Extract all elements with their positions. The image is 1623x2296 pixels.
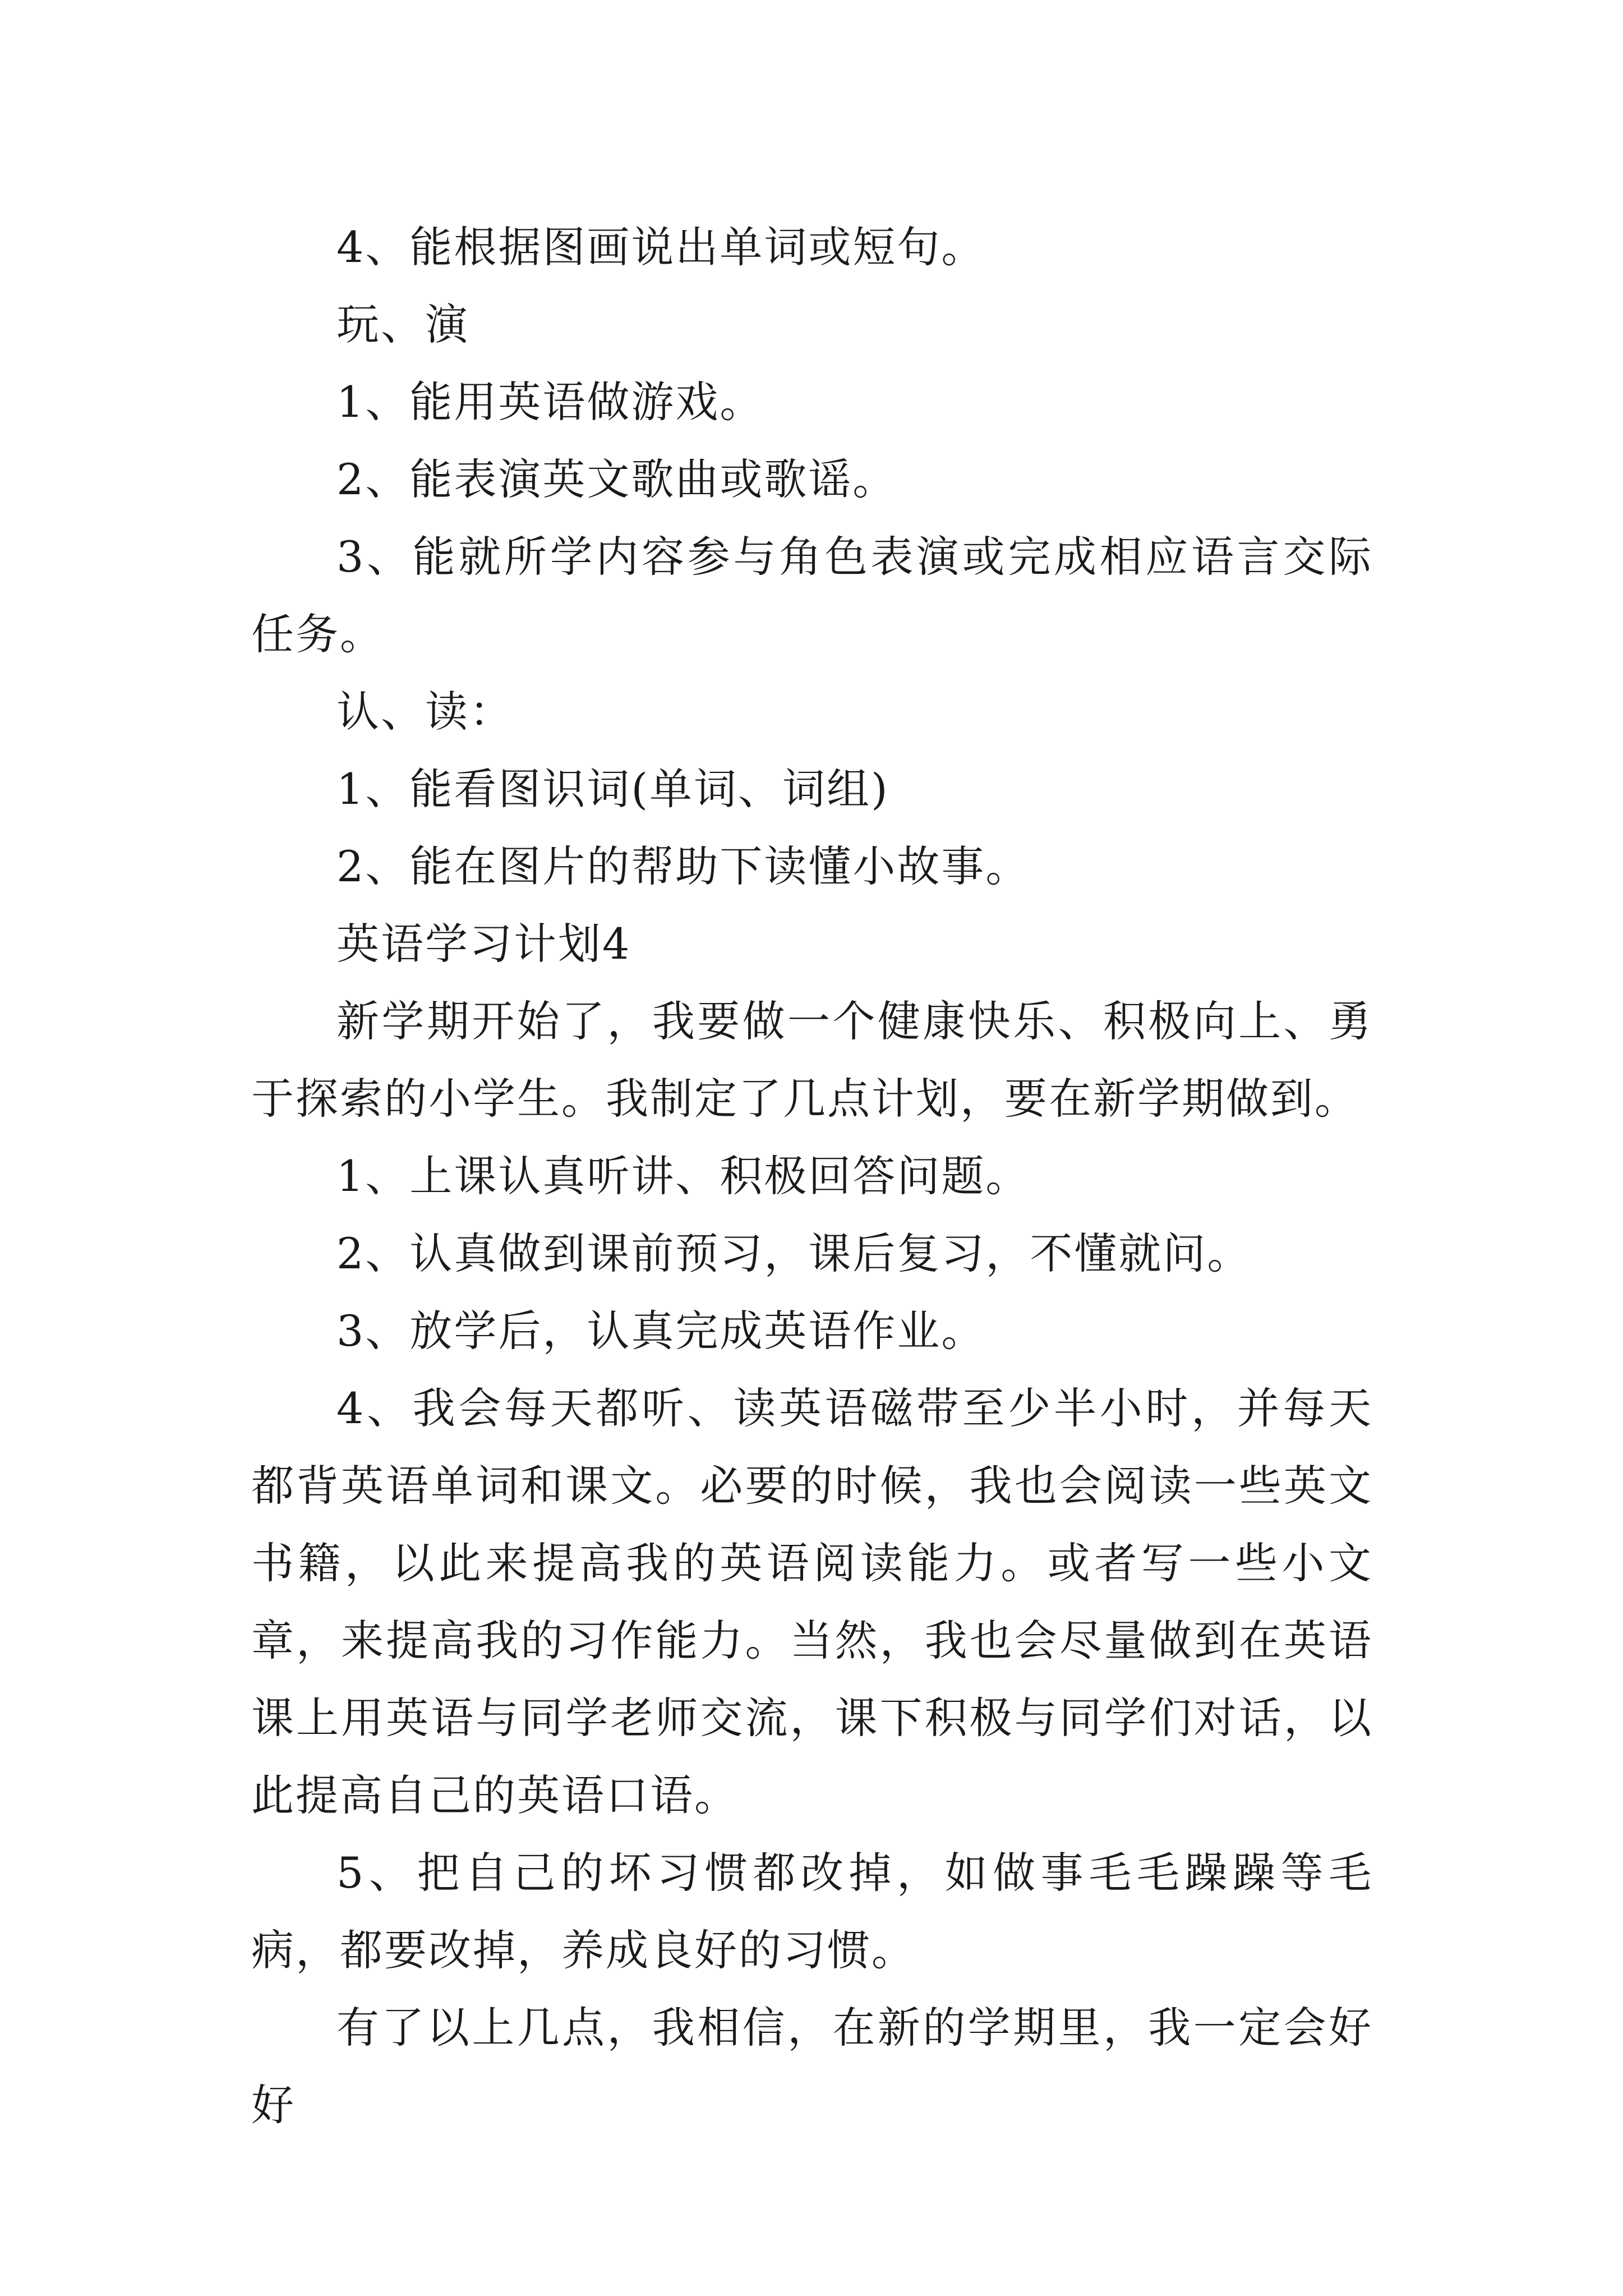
paragraph-plan-2: 2、认真做到课前预习，课后复习，不懂就问。 bbox=[336, 1228, 1252, 1278]
paragraph-conclusion: 有了以上几点，我相信，在新的学期里，我一定会好好 bbox=[251, 2003, 1373, 2130]
paragraph-plan-1: 1、上课认真听讲、积极回答问题。 bbox=[336, 1151, 1030, 1201]
document-body bbox=[251, 209, 1373, 2144]
paragraph-plan-3: 3、放学后，认真完成英语作业。 bbox=[336, 1306, 986, 1356]
paragraph-item-2-songs: 2、能表演英文歌曲或歌谣。 bbox=[336, 454, 897, 504]
paragraph-plan-4: 4、我会每天都听、读英语磁带至少半小时，并每天都背英语单词和课文。必要的时候，我也会阅读一些英文书籍，以此来提高我的英语阅读能力。或者写一些小文章，来提高我的习作能力。当然，我也会尽量做到在英语课上用英语与同学老师交流，课下积极与同学们对话，以此提高自己的英语口语。 bbox=[251, 1383, 1373, 1820]
paragraph-item-3-role-play: 3、能就所学内容参与角色表演或完成相应语言交际任务。 bbox=[251, 532, 1373, 659]
paragraph-item-1-games: 1、能用英语做游戏。 bbox=[336, 377, 764, 427]
section-heading-recognize-read: 认、读： bbox=[336, 687, 514, 737]
paragraph-plan-5: 5、把自己的坏习惯都改掉，如做事毛毛躁躁等毛病，都要改掉，养成良好的习惯。 bbox=[251, 1848, 1373, 1975]
paragraph-intro: 新学期开始了，我要做一个健康快乐、积极向上、勇于探索的小学生。我制定了几点计划，要在新学期做到。 bbox=[251, 996, 1373, 1124]
section-title-plan-4: 英语学习计划4 bbox=[336, 919, 631, 969]
paragraph-item-1-picture-recognition: 1、能看图识词(单词、词组) bbox=[336, 764, 889, 814]
section-heading-play-act: 玩、演 bbox=[336, 300, 469, 349]
paragraph-item-2-stories: 2、能在图片的帮助下读懂小故事。 bbox=[336, 841, 1030, 891]
paragraph-item-4-picture-words: 4、能根据图画说出单词或短句。 bbox=[336, 222, 986, 272]
